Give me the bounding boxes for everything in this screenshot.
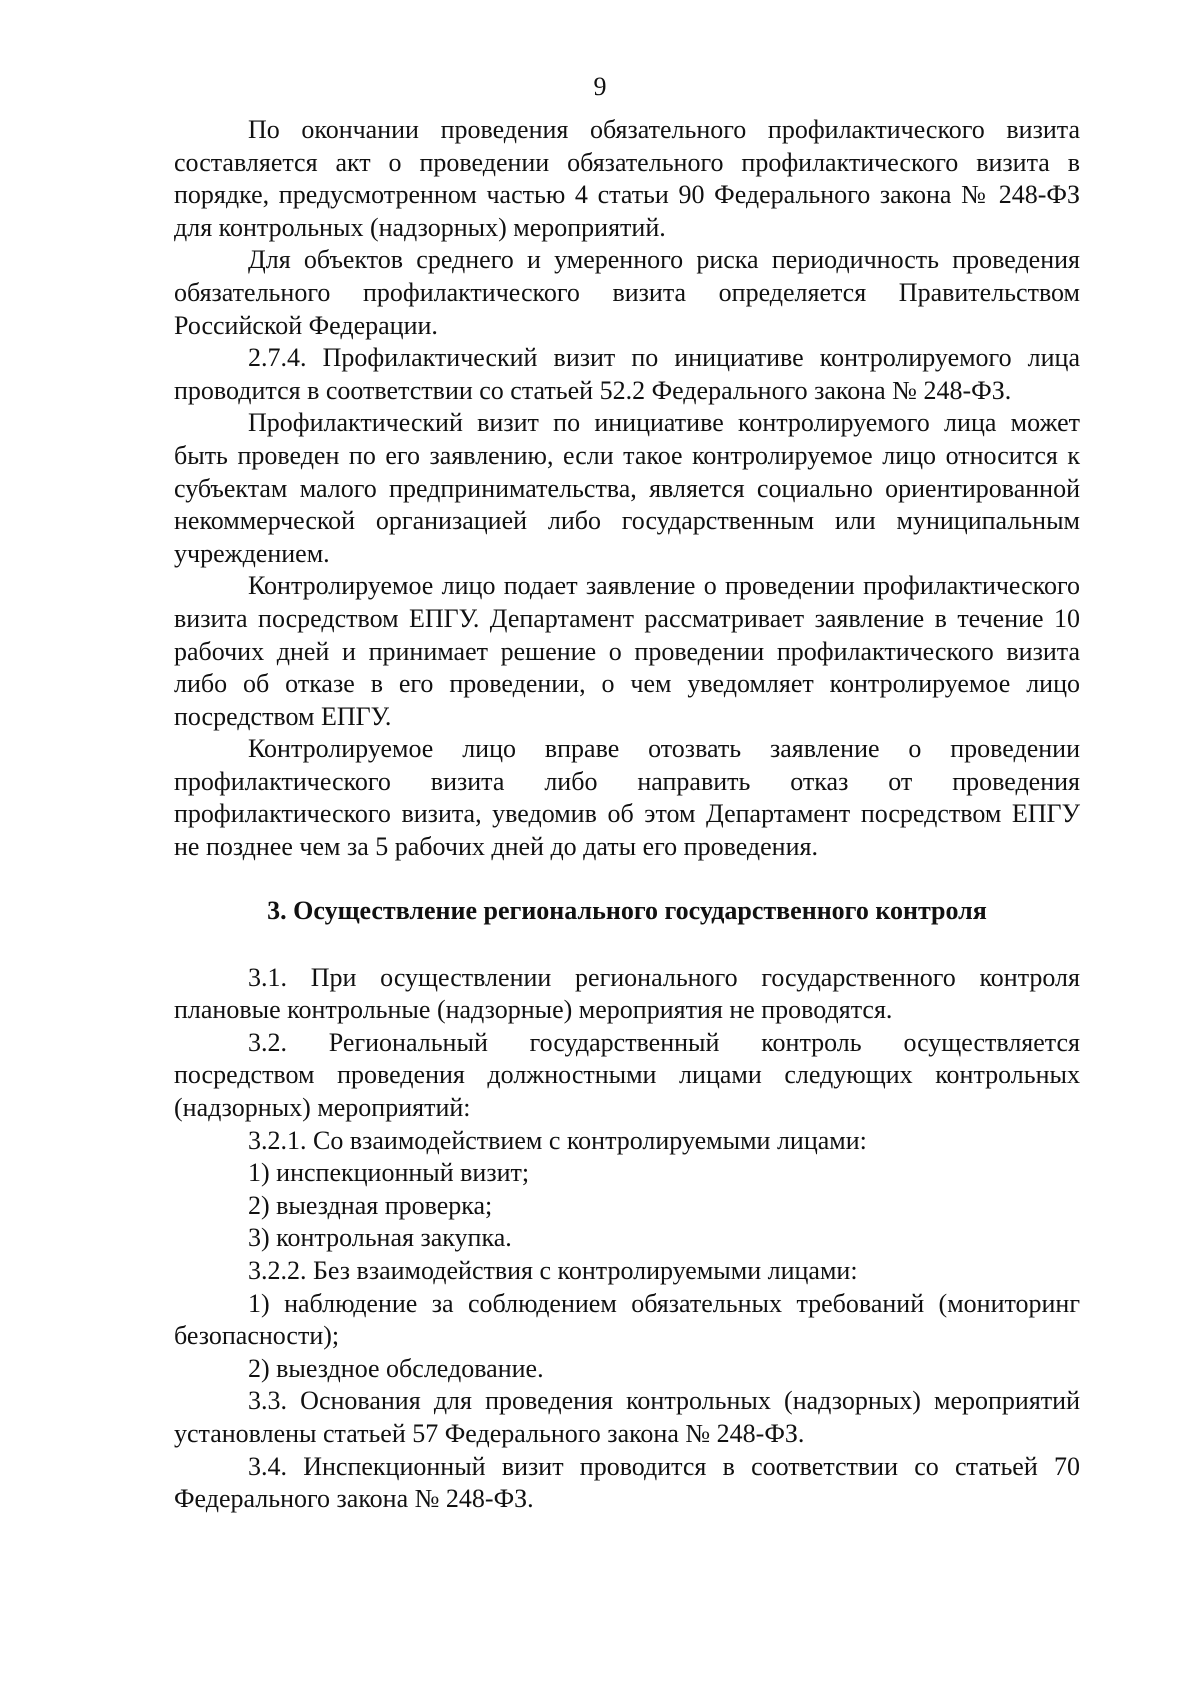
list-item: 1) наблюдение за соблюдением обязательных требований (мониторинг безопасности); [174,1288,1080,1351]
paragraph-3-3: 3.3. Основания для проведения контрольных (надзорных) мероприятий установлены статьей 57 Федерального закона № 248-ФЗ. [174,1386,1080,1448]
paragraph-3-2-1: 3.2.1. Со взаимодействием с контролируемыми лицами: [248,1125,867,1155]
paragraph-visit-periodicity: Для объектов среднего и умеренного риска периодичность проведения обязательного профилактического визита определяется Правительством Российской Федерации. [174,245,1080,340]
list-item: 1) инспекционный визит; [248,1158,530,1188]
page-number: 9 [593,72,607,101]
paragraph-3-2: 3.2. Региональный государственный контроль осуществляется посредством проведения должностными лицами следующих контрольных (надзорных) мероприятий: [174,1027,1080,1123]
paragraph-application-withdrawal: Контролируемое лицо вправе отозвать заявление о проведении профилактического визита либо направить отказ от проведения профилактического визита, уведомив об этом Департамент посредством ЕПГУ не позднее чем за 5 рабочих дней до даты его проведения. [174,734,1080,862]
list-item: 2) выездная проверка; [248,1190,493,1220]
paragraph-2-7-4: 2.7.4. Профилактический визит по инициативе контролируемого лица проводится в соответствии со статьей 52.2 Федерального закона № 248-ФЗ. [174,343,1080,405]
paragraph-3-2-2: 3.2.2. Без взаимодействия с контролируемыми лицами: [248,1256,858,1285]
list-item: 2) выездное обследование. [248,1353,544,1383]
paragraph-act-drawing: По окончании проведения обязательного профилактического визита составляется акт о проведении обязательного профилактического визита в порядке, предусмотренном частью 4 статьи 90 Федерального закона № 248-ФЗ для контрольных (надзорных) мероприятий. [174,115,1080,242]
list-item: 3) контрольная закупка. [248,1223,512,1253]
paragraph-application-via-epgu: Контролируемое лицо подает заявление о проведении профилактического визита посредством ЕПГУ. Департамент рассматривает заявление в течение 10 рабочих дней и принимает решение о проведении профилактического визита либо об отказе в его проведении, о чем уведомляет контролируемое лицо посредством ЕПГУ. [174,571,1080,731]
paragraph-visit-on-application: Профилактический визит по инициативе контролируемого лица может быть проведен по его заявлению, если такое контролируемое лицо относится к субъектам малого предпринимательства, является социально ориентированной некоммерческой организацией либо государственным или муниципальным учреждением. [174,408,1080,568]
document-body [174,114,1080,1516]
paragraph-3-4: 3.4. Инспекционный визит проводится в соответствии со статьей 70 Федерального закона № 248-ФЗ. [174,1451,1080,1514]
section-heading: 3. Осуществление регионального государственного контроля [267,895,987,925]
paragraph-3-1: 3.1. При осуществлении регионального государственного контроля плановые контрольные (надзорные) мероприятия не проводятся. [174,962,1080,1025]
